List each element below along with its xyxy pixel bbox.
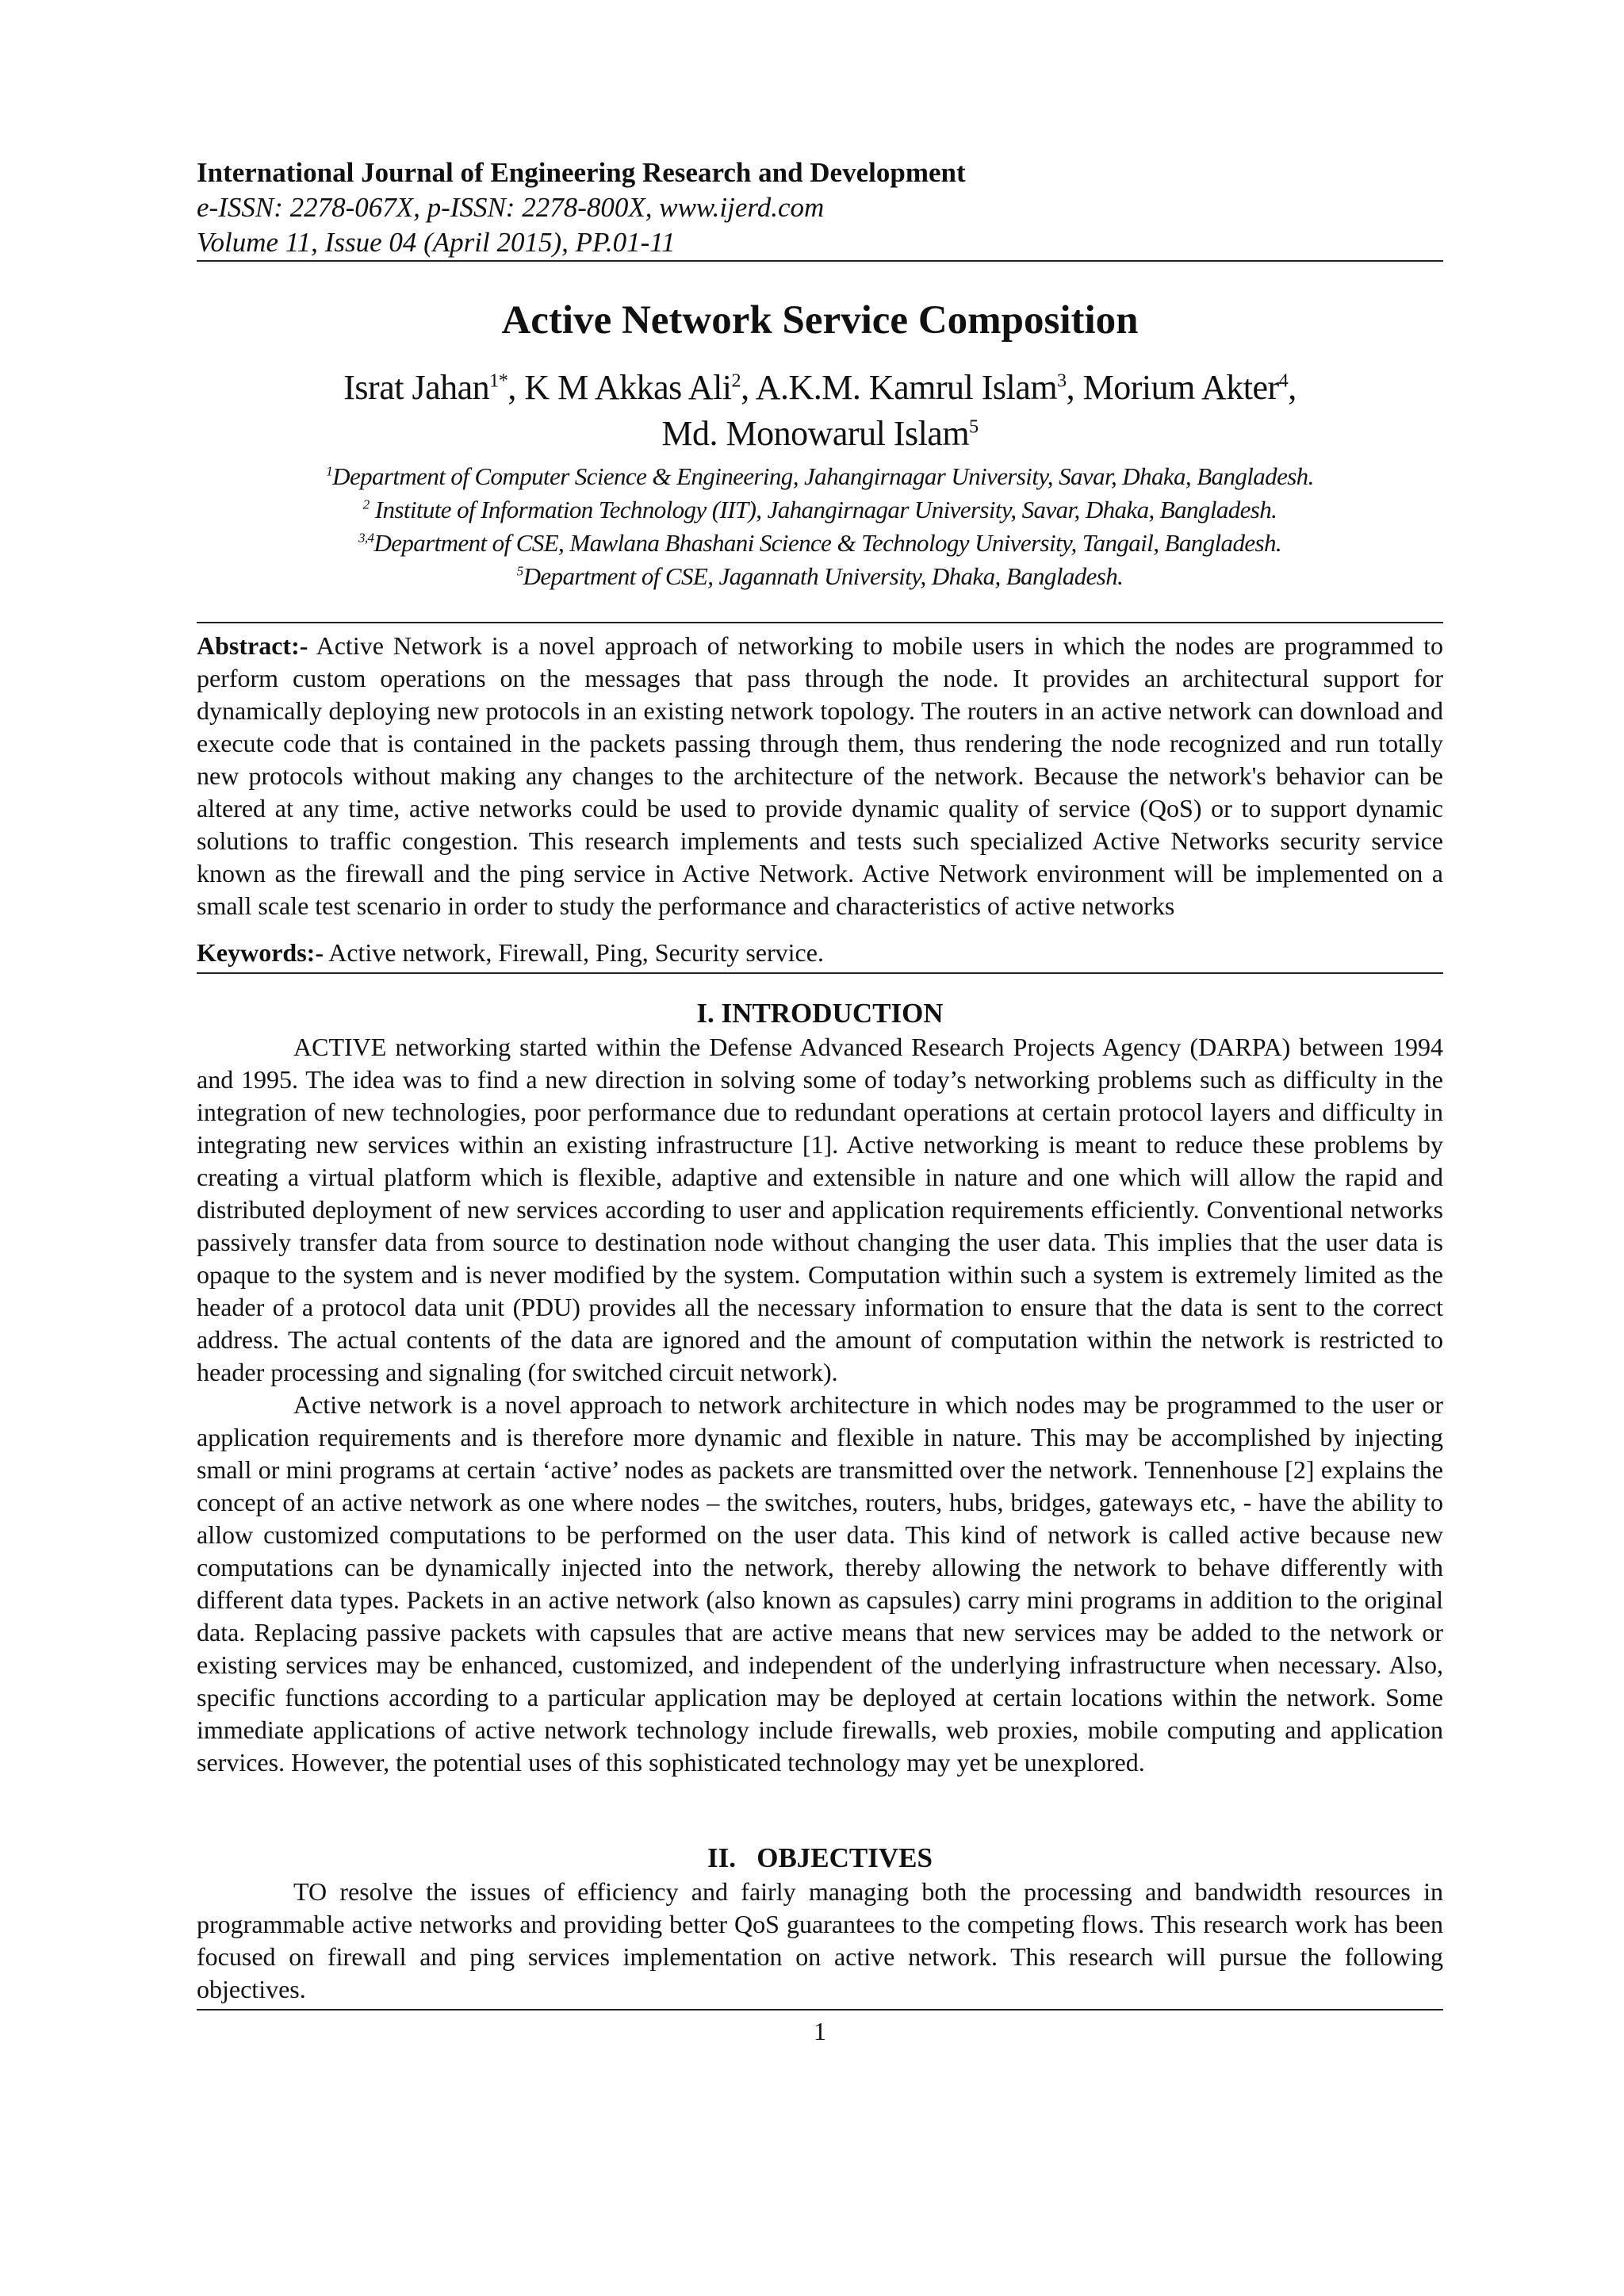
author-separator: , xyxy=(508,368,525,407)
author-mark: 1* xyxy=(489,370,508,392)
page-number: 1 xyxy=(814,2017,826,2045)
author-separator: , xyxy=(1066,368,1083,407)
affiliation xyxy=(197,493,1443,527)
keywords-rule xyxy=(197,972,1443,974)
affiliation-text: Institute of Information Technology (IIT), Jahangirnagar University, Savar, Dhaka, Bangladesh. xyxy=(369,496,1277,523)
author-separator: , xyxy=(1288,368,1297,407)
author-name: Md. Monowarul Islam xyxy=(661,414,970,453)
affiliation xyxy=(197,560,1443,593)
affiliation-text: Department of CSE, Jagannath University, Dhaka, Bangladesh. xyxy=(523,562,1124,590)
journal-volume: Volume 11, Issue 04 (April 2015), PP.01-11 xyxy=(197,227,676,258)
affiliation-mark: 5 xyxy=(516,563,523,579)
header-rule xyxy=(197,260,1443,262)
affiliation xyxy=(197,460,1443,493)
author-mark: 2 xyxy=(731,370,741,392)
author-mark: 5 xyxy=(969,416,979,438)
affiliation-text: Department of CSE, Mawlana Bhashani Science & Technology University, Tangail, Bangladesh. xyxy=(373,529,1282,557)
author-name: Morium Akter xyxy=(1082,368,1279,407)
section-heading-objectives: II. OBJECTIVES xyxy=(707,1842,933,1873)
keywords-text: Active network, Firewall, Ping, Security service. xyxy=(323,938,824,967)
author-name: K M Akkas Ali xyxy=(524,368,732,407)
footer-rule xyxy=(197,2009,1443,2010)
author-list xyxy=(197,365,1443,457)
intro-paragraph-1: ACTIVE networking started within the Defense Advanced Research Projects Agency (DARPA) between 1994 and 1995. The idea was to find a new direction in solving some of today’s networking problems such as difficulty in the integration of new technologies, poor performance due to redundant operations at certain protocol layers and difficulty in integrating new services within an existing infrastructure [1]. Active networking is meant to reduce these problems by creating a virtual platform which is flexible, adaptive and extensible in nature and one which will allow the rapid and distributed deployment of new services according to user and application requirements efficiently. Conventional networks passively transfer data from source to destination node without changing the user data. This implies that the user data is opaque to the system and is never modified by the system. Computation within such a system is extremely limited as the header of a protocol data unit (PDU) provides all the necessary information to ensure that the data is sent to the correct address. The actual contents of the data are ignored and the amount of computation within the network is restricted to header processing and signaling (for switched circuit network). xyxy=(197,1033,1443,1386)
affiliations xyxy=(197,460,1443,593)
abstract-top-rule xyxy=(197,622,1443,623)
keywords xyxy=(197,937,1443,969)
author-mark: 3 xyxy=(1057,370,1067,392)
intro-paragraph-2: Active network is a novel approach to network architecture in which nodes may be programmed to the user or application requirements and is therefore more dynamic and flexible in nature. This may be accomplished by injecting small or mini programs at certain ‘active’ nodes as packets are transmitted over the network. Tennenhouse [2] explains the concept of an active network as one where nodes – the switches, routers, hubs, bridges, gateways etc, - have the ability to allow customized computations to be performed on the user data. This kind of network is called active because new computations can be dynamically injected into the network, thereby allowing the network to behave differently with different data types. Packets in an active network (also known as capsules) carry mini programs in addition to the original data. Replacing passive packets with capsules that are active means that new services may be added to the network or existing services may be enhanced, customized, and independent of the underlying infrastructure when necessary. Also, specific functions according to a particular application may be deployed at certain locations within the network. Some immediate applications of active network technology include firewalls, web proxies, mobile computing and application services. However, the potential uses of this sophisticated technology may yet be unexplored. xyxy=(197,1390,1443,1777)
author-name: A.K.M. Kamrul Islam xyxy=(755,368,1058,407)
abstract-text: Active Network is a novel approach of networking to mobile users in which the nodes are programmed to perform custom operations on the messages that pass through the node. It provides an architectural support for dynamically deploying new protocols in an existing network topology. The routers in an active network can download and execute code that is contained in the packets passing through them, thus rendering the node recognized and run totally new protocols without making any changes to the architecture of the network. Because the network's behavior can be altered at any time, active networks could be used to provide dynamic quality of service (QoS) or to support dynamic solutions to traffic congestion. This research implements and tests such specialized Active Networks security service known as the firewall and the ping service in Active Network. Active Network environment will be implemented on a small scale test scenario in order to study the performance and characteristics of active networks xyxy=(197,631,1443,920)
paper-title: Active Network Service Composition xyxy=(501,298,1139,343)
paper-page xyxy=(197,155,1443,2047)
keywords-label: Keywords:- xyxy=(197,938,324,967)
author-separator: , xyxy=(741,368,756,407)
affiliation-mark: 1 xyxy=(326,463,333,479)
journal-issn: e-ISSN: 2278-067X, p-ISSN: 2278-800X, www.ijerd.com xyxy=(197,192,825,223)
abstract xyxy=(197,630,1443,922)
author-mark: 4 xyxy=(1278,370,1289,392)
affiliation-mark: 2 xyxy=(362,496,370,512)
abstract-label: Abstract:- xyxy=(197,631,308,660)
affiliation-text: Department of Computer Science & Engineering, Jahangirnagar University, Savar, Dhaka, Bangladesh. xyxy=(332,462,1314,490)
objectives-paragraph-1: TO resolve the issues of efficiency and fairly managing both the processing and bandwidth resources in programmable active networks and providing better QoS guarantees to the competing flows. This research work has been focused on firewall and ping services implementation on active network. This research will pursue the following objectives. xyxy=(197,1877,1443,2003)
affiliation-mark: 3,4 xyxy=(358,530,374,546)
section-heading-introduction: I. INTRODUCTION xyxy=(696,998,944,1029)
abstract-paragraph xyxy=(197,630,1443,922)
affiliation xyxy=(197,527,1443,560)
journal-name: International Journal of Engineering Research and Development xyxy=(197,157,966,188)
journal-header xyxy=(197,155,1443,260)
author-name: Israt Jahan xyxy=(343,368,490,407)
